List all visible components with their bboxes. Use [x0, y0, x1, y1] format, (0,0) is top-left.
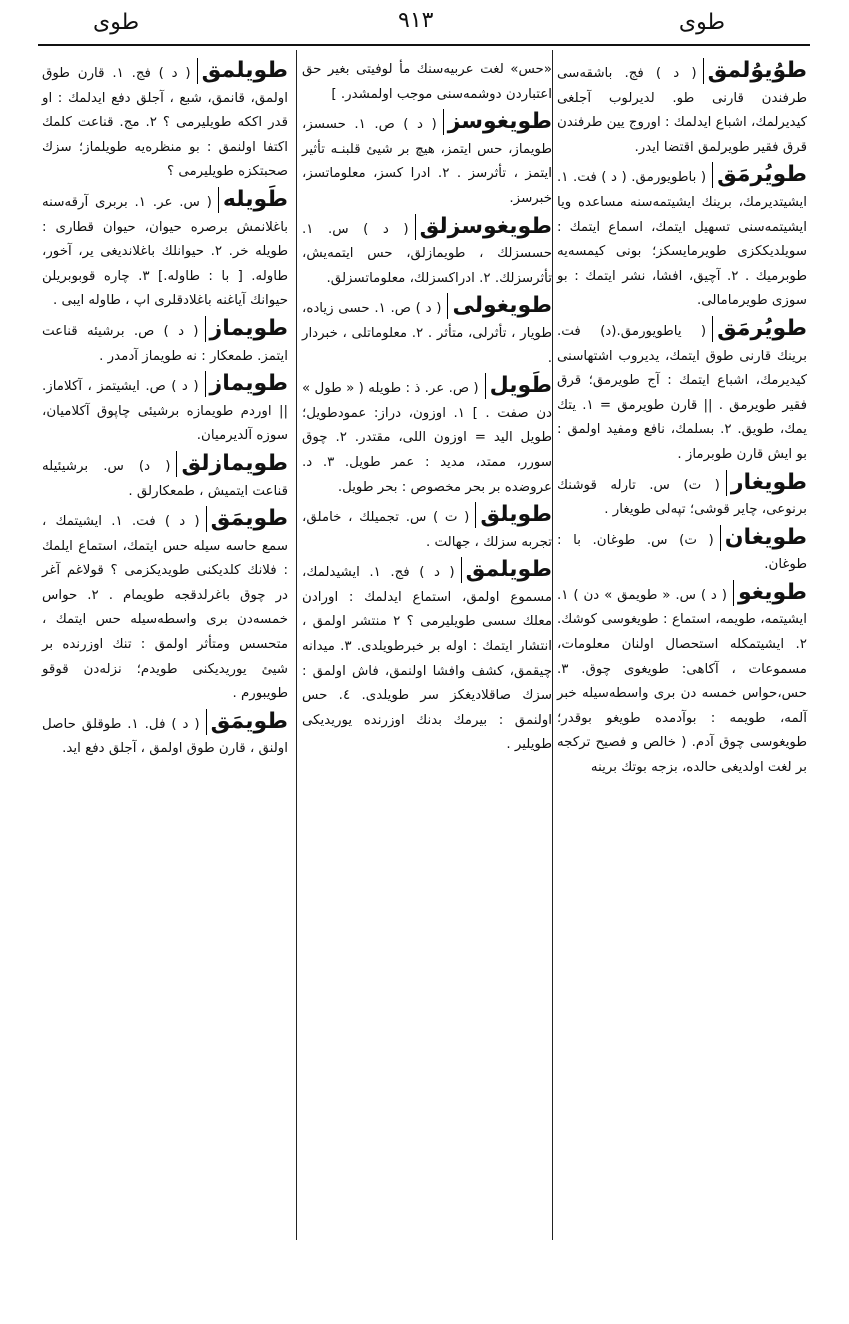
definition: ( د ) ص. ايشيتمز ، آكلاماز. || اوردم طويمازه برشيئى چاپوق آكلاميان، سوزه آلديرميان.	[42, 379, 288, 444]
dictionary-entry	[557, 58, 807, 160]
dictionary-entry	[42, 187, 288, 314]
headword: طويُرمَق	[712, 162, 807, 188]
definition: ( ت) س. طوغان. با : طوغان.	[557, 532, 807, 573]
dictionary-entry	[302, 293, 552, 371]
column-left	[42, 58, 288, 764]
guide-word-right: طوى	[678, 10, 725, 35]
definition: ( ت ) س. تجميلك ، خاملق، تجربه سزلك ، جهالت .	[302, 510, 552, 550]
headword: طويماز	[205, 316, 288, 342]
column-middle	[302, 58, 552, 760]
headword: طوُيوُلمق	[703, 58, 807, 84]
definition: ( د ) س. ۱. حسسزلك ، طويمازلق، حس ايتمه‌يش، تأثرسزلك. ۲. ادراكسزلك، معلوماتسزلق.	[302, 221, 552, 286]
definition: ( د ) فج. ۱. قارن طوق اولمق، قانمق، شبع ، آجلق دفع ايدلمك : او قدر اككه طويليرمى ؟ ۲. مج. قناعت كلمك اكتفا اولنمق : بو منظره‌يه طويلماز؛ سزك صحبتكزه طويليرمى ؟	[42, 66, 288, 180]
dictionary-entry	[42, 316, 288, 369]
headword: طويمَق	[206, 506, 288, 532]
definition: ( د ) ص. ۱. حسسز، طويماز، حس ايتمز، هيچ بر شيئ قلبنـه تأثير ايتمز ، تأثرسز . ۲. ادرا كسز، معلوماتسز، خبرسز.	[302, 117, 552, 206]
dictionary-entry	[42, 506, 288, 707]
definition: «حس» لغت عربيه‌سنك مأ لوفيتى بغير حق اعتباردن دوشمه‌سنى موجب اولمشدر. ]	[302, 62, 552, 102]
dictionary-entry	[42, 709, 288, 762]
headword: طويلمق	[197, 58, 288, 84]
definition: ( باطويورمق. ( د ) فت. ۱. ايشيتديرمك، برينك ايشيتمه‌سنه مساعده ويا ايشيتمه‌سنى تسهيل ايتمك، اسماع ايتمك : سويلديككزى طويرمايسكز؛ بونى كيمسه‌يه طوبرميك . ۲. آچيق، افشا، نشر ايتمك : بو سوزى طويرمامالى.	[557, 170, 807, 309]
headword: طويغولى	[447, 293, 552, 319]
headword: طويغو	[733, 580, 807, 606]
definition: ( د ) فت. ۱. ايشيتمك ، سمع حاسه سيله حس ايتمك، استماع ايلمك : فلانك كلديكنى طويديكزمى ؟ قولاغم آغر در چوق باغرلدقجه طويمام . ۲. حواس خمسه‌دن برى واسطه‌سيله حس ايتمك ، متحسس ومتأثر اولمق : تنك اوزرنده بر شيئ يوريديكنى طويدم؛ نزله‌دن قوقو طويبورم .	[42, 514, 288, 702]
dictionary-entry	[42, 371, 288, 449]
definition: ( د) س. برشيئيله قناعت ايتميش ، طمعكارلق .	[42, 458, 288, 499]
guide-word-left: طوى	[93, 10, 140, 35]
dictionary-entry	[302, 109, 552, 211]
dictionary-entry	[302, 502, 552, 555]
page-number: ۹۱۳	[398, 8, 434, 33]
definition: ( د ) س. « طويمق » دن ) ۱. ايشيتمه، طويمه، استماع : طويغوسى كوشك. ۲. ايشيتمكله استحصال اولنان معلومات، مسموعات ، آكاهى: طويغوى چوق. ۳. حس،حواس خمسه دن برى واسطه‌سيله خبر آلمه، طويمه : بوآدمده طويغو بوقدر؛ طويغوسى چوق آدم. ( خالص و فصيح تركجه بر لغت اولديغى حالده، بزجه بوتك برينه	[557, 587, 807, 776]
headword: طويغار	[726, 470, 807, 496]
definition: ( س. عر. ۱. بربرى آرقه‌سنه باغلانمش برصره حيوان، حيوان قطارى : طويله‌ خر. ۲. حيوانلك باغلانديغى ير، آخور، طاوله. [ با : طاوله.] ۳. چاره قوبوبريلن حيوانك آياغنه باغلادقلرى اپ ، طاوله ايبى .	[42, 194, 288, 309]
column-divider-right	[552, 50, 553, 1240]
dictionary-entry	[557, 162, 807, 314]
dictionary-entry	[42, 451, 288, 504]
column-right	[557, 58, 807, 783]
headword: طويمَق	[206, 709, 288, 735]
dictionary-entry	[302, 373, 552, 500]
definition: ( د ) فج. باشقه‌سى طرفندن قارنى طو. لديرلوب آجلغى كيديرلمك، اشباع ايدلمك : اوروج يين طرفندن قرق فقير طويرلمق اقتضا ايدر.	[557, 66, 807, 155]
headword: طَويل	[485, 373, 552, 399]
definition: ( د ) فل. ۱. طوقلق حاصل اولنق ، قارن طوق اولمق ، آجلق دفع ايد.	[42, 716, 288, 757]
header-rule	[38, 44, 810, 46]
definition: ( د ) فج. ۱. ايشيدلمك، مسموع اولمق، استماع ايدلمك : اورادن معلك سسى طويليرمى ؟ ۲ منتشر اولمق ، انتشار ايتمك : اوله بر خبرطويلدى. ۳. ميدانه چيقمق، كشف وافشا اولنمق، فاش اولمق : سزك صاقلاديغكز سر طويلدى. ٤. حس اولنمق : بيرمك بدنك اوزرنده يوريديكى طويلير .	[302, 565, 552, 753]
dictionary-entry	[557, 525, 807, 578]
definition: ( ص. عر. ذ : طويله ( « طول » دن صفت . ] ۱. اوزون، دراز: عمودطويل؛ طويل اليد = اوزون اللى، مقتدر. ۲. چوق سورر، ممتد، مديد : عمر طويل. ۳. د. عروضده بر بحر مخصوص : بحر طويل.	[302, 381, 553, 495]
headword: طويُرمَق	[712, 316, 807, 342]
dictionary-entry	[302, 557, 552, 758]
dictionary-entry-continued	[302, 58, 552, 107]
headword: طويغوسز	[443, 109, 552, 135]
headword: طويلق	[475, 502, 552, 528]
definition: ( ياطويورمق.(د) فت. برينك قارنى طوق ايتمك، يديروب اشتهاسنى كيديرمك، اشباع ايتمك : آج طويرمق؛ قرق فقير طويرمق . || قارن طويرمق = ۱. يتك يمك، طويق. ۲. بسلمك، نافع ومفيد اولمق : بو ايش قارن طوبرماز .	[557, 323, 807, 462]
dictionary-entry	[557, 580, 807, 781]
headword: طويغوسزلق	[415, 214, 552, 240]
headword: طويلمق	[461, 557, 552, 583]
headword: طويماز	[205, 371, 288, 397]
headword: طَويله	[218, 187, 288, 213]
headword: طويغان	[720, 525, 807, 551]
column-divider-left	[296, 50, 297, 1240]
headword: طويمازلق	[176, 451, 288, 477]
definition: ( د ) ص. برشيئه قناعت ايتمز. طمعكار : نه طويماز آدمدر .	[42, 323, 288, 364]
running-header	[38, 6, 810, 40]
definition: ( ت) س. تارله قوشنك برنوعى، چاير قوشى؛ تپه‌لى طويغار .	[557, 477, 807, 518]
dictionary-entry	[42, 58, 288, 185]
dictionary-entry	[302, 214, 552, 292]
dictionary-entry	[557, 316, 807, 468]
definition: ( د ) ص. ۱. حسى زياده، طويار ، تأثرلى، متأثر . ۲. معلوماتلى ، خبردار .	[302, 301, 552, 366]
dictionary-entry	[557, 470, 807, 523]
